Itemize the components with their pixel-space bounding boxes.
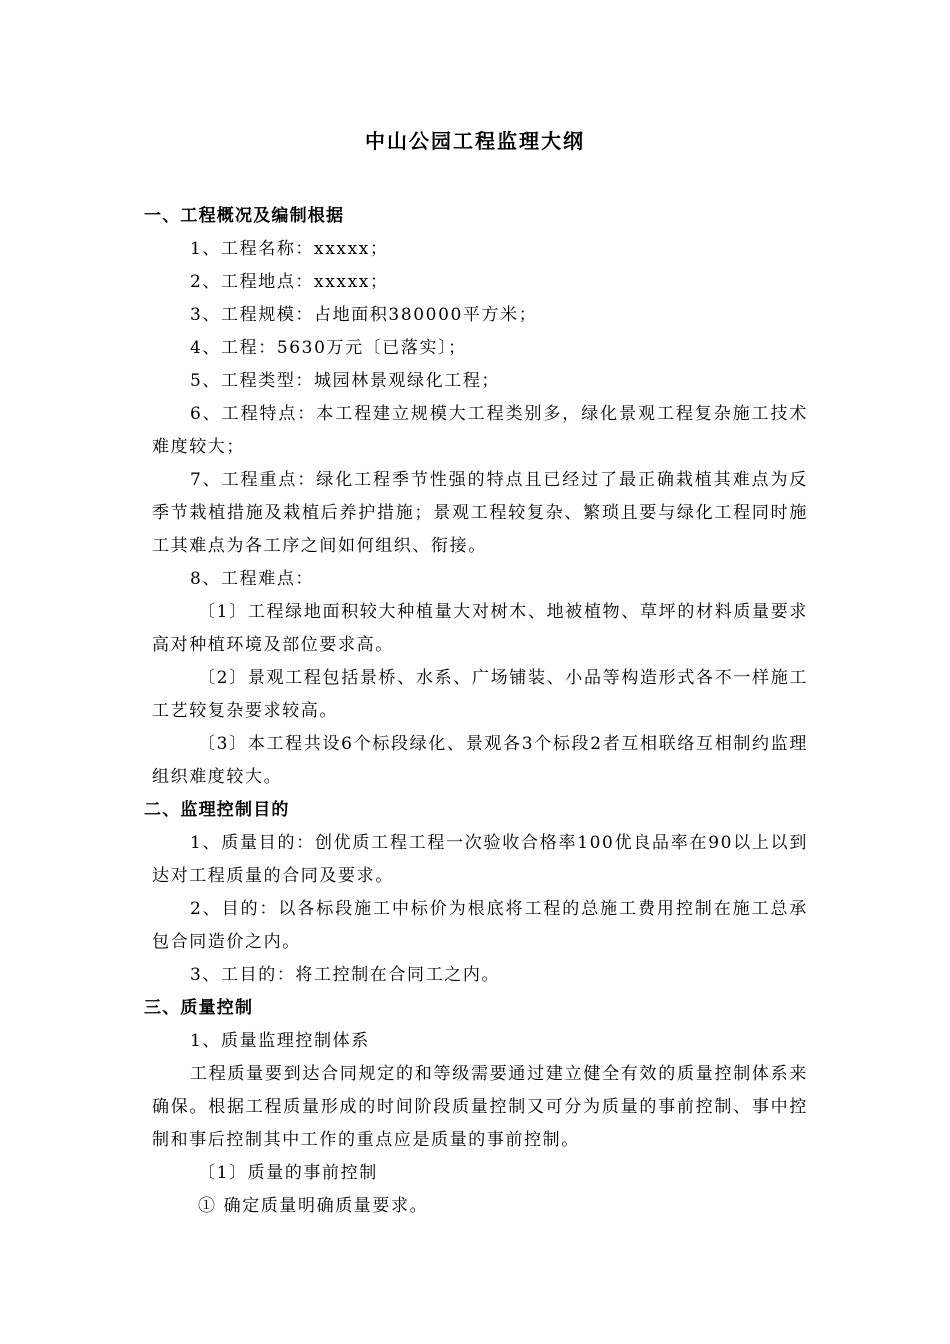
paragraph: 1、质量监理控制体系 xyxy=(190,1031,370,1051)
paragraph: 2、工程地点：xxxxx； xyxy=(190,272,389,292)
paragraph: 6、工程特点：本工程建立规模大工程类别多，绿化景观工程复杂施工技术难度较大； xyxy=(152,404,808,457)
section-heading-overview: 一、工程概况及编制根据 xyxy=(144,206,345,226)
paragraph: 7、工程重点：绿化工程季节性强的特点且已经过了最正确栽植其难点为反季节栽植措施及栽植后养护措施；景观工程较复杂、繁琐且要与绿化工程同时施工其难点为各工序之间如何组织、衔接。 xyxy=(152,470,808,556)
document-body xyxy=(144,200,808,1223)
paragraph: 1、质量目的：创优质工程工程一次验收合格率100优良品率在90以上以到达对工程质量的合同及要求。 xyxy=(152,833,808,886)
paragraph: 〔3〕本工程共设6个标段绿化、景观各3个标段2者互相联络互相制约监理组织难度较大。 xyxy=(152,734,808,787)
document-title: 中山公园工程监理大纲 xyxy=(365,129,585,153)
paragraph: 〔1〕工程绿地面积较大种植量大对树木、地被植物、草坪的材料质量要求高对种植环境及部位要求高。 xyxy=(152,602,808,655)
paragraph: 3、工目的：将工控制在合同工之内。 xyxy=(190,965,501,985)
section-heading-quality: 三、质量控制 xyxy=(144,998,254,1018)
paragraph: 3、工程规模：占地面积380000平方米； xyxy=(190,305,538,325)
paragraph: 〔2〕景观工程包括景桥、水系、广场铺装、小品等构造形式各不一样施工工艺较复杂要求较高。 xyxy=(152,668,808,721)
paragraph: 8、工程难点： xyxy=(190,569,315,589)
paragraph: 〔1〕质量的事前控制 xyxy=(198,1163,378,1183)
paragraph: 工程质量要到达合同规定的和等级需要通过建立健全有效的质量控制体系来确保。根据工程质量形成的时间阶段质量控制又可分为质量的事前控制、事中控制和事后控制其中工作的重点应是质量的事前控制。 xyxy=(152,1064,808,1150)
section-heading-objectives: 二、监理控制目的 xyxy=(144,800,290,820)
paragraph: 1、工程名称：xxxxx； xyxy=(190,239,389,259)
paragraph: 2、目的：以各标段施工中标价为根底将工程的总施工费用控制在施工总承包合同造价之内。 xyxy=(152,899,808,952)
paragraph: 5、工程类型：城园林景观绿化工程； xyxy=(190,371,501,391)
paragraph: 4、工程：5630万元〔已落实〕； xyxy=(190,338,467,358)
paragraph: ① 确定质量明确质量要求。 xyxy=(198,1196,429,1216)
